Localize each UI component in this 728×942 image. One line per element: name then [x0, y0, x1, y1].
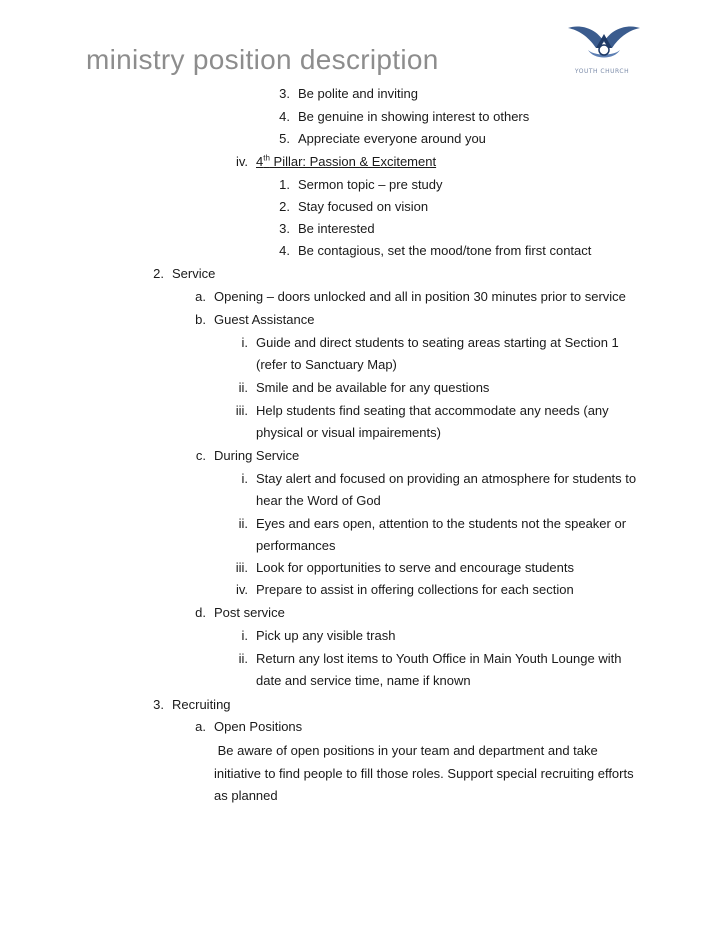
section-heading: Service [172, 266, 216, 281]
list-item: Be interested [298, 221, 375, 236]
list-marker: 1. [279, 177, 290, 192]
list-marker: 4. [279, 109, 290, 124]
list-marker: iii. [235, 403, 248, 418]
list-marker: iii. [235, 560, 248, 575]
list-item: Stay alert and focused on providing an atmosphere for students to [256, 471, 637, 486]
list-marker: ii. [238, 651, 248, 666]
list-marker: i. [241, 471, 248, 486]
paragraph-line: initiative to find people to fill those roles. Support special recruiting efforts [214, 766, 634, 781]
list-item: Open Positions [214, 719, 303, 734]
paragraph-line: Be aware of open positions in your team and department and take [214, 743, 598, 758]
list-marker: 3. [153, 697, 164, 712]
list-marker: 3. [279, 221, 290, 236]
list-marker: d. [195, 605, 206, 620]
list-marker: c. [195, 448, 206, 463]
list-item: Post service [214, 605, 285, 620]
list-item: Opening – doors unlocked and all in position 30 minutes prior to service [214, 289, 626, 304]
paragraph-line: as planned [214, 788, 278, 803]
list-marker: 2. [153, 266, 164, 281]
list-item: Return any lost items to Youth Office in Main Youth Lounge with [256, 651, 622, 666]
list-item: Be genuine in showing interest to others [298, 109, 530, 124]
list-marker: b. [195, 312, 206, 327]
list-item: Appreciate everyone around you [298, 131, 486, 146]
list-marker: ii. [238, 516, 248, 531]
wings-icon [566, 20, 642, 70]
list-marker: i. [241, 335, 248, 350]
church-logo [566, 20, 642, 78]
list-item-continuation: performances [256, 538, 336, 553]
list-marker: i. [241, 628, 248, 643]
list-item-continuation: hear the Word of God [256, 493, 381, 508]
list-item: Help students find seating that accommodate any needs (any [256, 403, 609, 418]
list-marker: iv. [235, 582, 248, 597]
list-marker: ii. [238, 380, 248, 395]
list-item: Be polite and inviting [298, 86, 418, 101]
page-title: ministry position description [86, 44, 439, 75]
list-item: Stay focused on vision [298, 199, 429, 214]
list-marker: a. [195, 289, 206, 304]
list-item: Guest Assistance [214, 312, 315, 327]
list-item: Guide and direct students to seating areas starting at Section 1 [256, 335, 619, 350]
list-item: Pick up any visible trash [256, 628, 396, 643]
list-marker: iv. [235, 154, 248, 169]
list-item: Sermon topic – pre study [298, 177, 443, 192]
list-marker: 2. [279, 199, 290, 214]
list-item: Eyes and ears open, attention to the students not the speaker or [256, 516, 627, 531]
list-item: During Service [214, 448, 300, 463]
list-marker: 3. [279, 86, 290, 101]
list-marker: 5. [279, 131, 290, 146]
list-item: Look for opportunities to serve and encourage students [256, 560, 574, 575]
list-marker: 4. [279, 243, 290, 258]
pillar-heading: 4th Pillar: Passion & Excitement [256, 153, 437, 169]
list-item: Smile and be available for any questions [256, 380, 490, 395]
section-heading: Recruiting [172, 697, 231, 712]
list-item-continuation: date and service time, name if known [256, 673, 471, 688]
list-item-continuation: (refer to Sanctuary Map) [256, 357, 397, 372]
list-marker: a. [195, 719, 206, 734]
list-item-continuation: physical or visual impairements) [256, 425, 441, 440]
list-item: Be contagious, set the mood/tone from first contact [298, 243, 592, 258]
logo-caption: YOUTH CHURCH [574, 68, 630, 75]
list-item: Prepare to assist in offering collections for each section [256, 582, 574, 597]
